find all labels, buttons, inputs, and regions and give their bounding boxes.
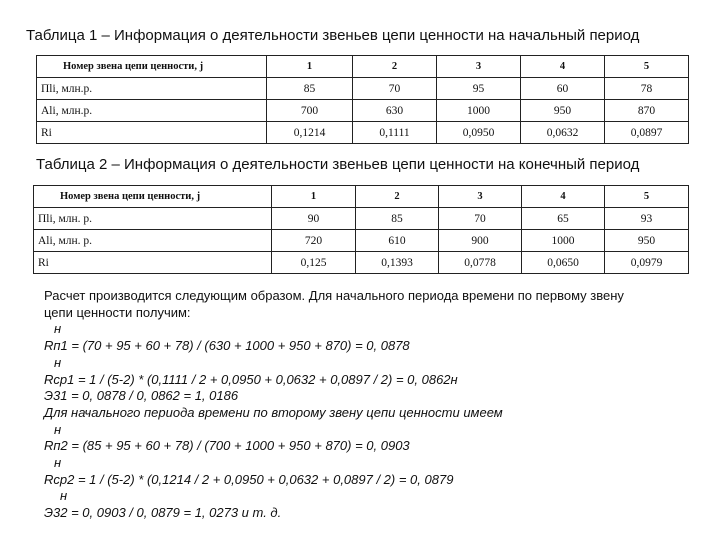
table1-cell: 78: [605, 78, 689, 100]
table2-row-label: Пli, млн. р.: [34, 208, 272, 230]
table2: [33, 185, 689, 274]
table1-cell: 0,1214: [267, 122, 353, 144]
formula-line: Rп2 = (85 + 95 + 60 + 78) / (700 + 1000 + 950 + 870) = 0, 0903: [44, 438, 410, 454]
table1-header-row: [37, 56, 689, 78]
table2-cell: 1000: [522, 230, 605, 252]
table1-cell: 85: [267, 78, 353, 100]
table1-cell: 0,0632: [521, 122, 605, 144]
text-line: цепи ценности получим:: [44, 304, 191, 320]
table2-cell: 610: [356, 230, 439, 252]
table1-row-label: Ri: [37, 122, 267, 144]
table2-header-cell: 2: [356, 186, 439, 208]
table2-cell: 65: [522, 208, 605, 230]
table2-caption: Таблица 2 – Информация о деятельности звеньев цепи ценности на конечный период: [36, 156, 640, 173]
table2-header-label: Номер звена цепи ценности, j: [34, 186, 272, 208]
formula-line: Э31 = 0, 0878 / 0, 0862 = 1, 0186: [44, 388, 239, 404]
table1-header-label: Номер звена цепи ценности, j: [37, 56, 267, 78]
table1-cell: 0,0897: [605, 122, 689, 144]
table2-header-cell: 4: [522, 186, 605, 208]
formula-line: Э32 = 0, 0903 / 0, 0879 = 1, 0273 и т. д.: [44, 505, 282, 521]
table1-cell: 1000: [437, 100, 521, 122]
table-row: [34, 252, 689, 274]
table2-cell: 950: [605, 230, 689, 252]
formula-line: Rср2 = 1 / (5-2) * (0,1214 / 2 + 0,0950 + 0,0632 + 0,0897 / 2) = 0, 0879: [44, 471, 454, 487]
text-line: Расчет производится следующим образом. Для начального периода времени по первому звену: [44, 288, 624, 303]
table1-cell: 0,1111: [353, 122, 437, 144]
table2-cell: 0,0650: [522, 252, 605, 274]
table2-cell: 0,1393: [356, 252, 439, 274]
table2-header-cell: 5: [605, 186, 689, 208]
table2-cell: 0,125: [272, 252, 356, 274]
table1-cell: 870: [605, 100, 689, 122]
table2-cell: 85: [356, 208, 439, 230]
table1-cell: 60: [521, 78, 605, 100]
formula-line: Rп1 = (70 + 95 + 60 + 78) / (630 + 1000 + 950 + 870) = 0, 0878: [44, 338, 410, 354]
subscript-marker: н: [54, 321, 62, 337]
table1-header-cell: 5: [605, 56, 689, 78]
text-line: Для начального периода времени по второму звену цепи ценности имеем: [44, 404, 503, 420]
table-row: [37, 78, 689, 100]
table1-cell: 630: [353, 100, 437, 122]
table1-row-label: Аli, млн.р.: [37, 100, 267, 122]
table-row: [34, 208, 689, 230]
table-row: [34, 230, 689, 252]
calculation-text: [44, 288, 694, 522]
table2-cell: 90: [272, 208, 356, 230]
table2-cell: 720: [272, 230, 356, 252]
table1-caption: Таблица 1 – Информация о деятельности звеньев цепи ценности на начальный период: [26, 27, 640, 44]
table2-row-label: Ri: [34, 252, 272, 274]
table2-header-cell: 1: [272, 186, 356, 208]
table2-header-cell: 3: [439, 186, 522, 208]
table2-header-row: [34, 186, 689, 208]
table1-cell: 950: [521, 100, 605, 122]
table2-row-label: Аli, млн. р.: [34, 230, 272, 252]
subscript-marker: н: [54, 455, 62, 471]
table-row: [37, 100, 689, 122]
table1-row-label: Пli, млн.р.: [37, 78, 267, 100]
table1-header-cell: 1: [267, 56, 353, 78]
subscript-marker: н: [54, 354, 62, 370]
table1: [36, 55, 689, 144]
table1-cell: 0,0950: [437, 122, 521, 144]
table2-cell: 0,0979: [605, 252, 689, 274]
table1-header-cell: 2: [353, 56, 437, 78]
table2-cell: 70: [439, 208, 522, 230]
table1-cell: 70: [353, 78, 437, 100]
table1-header-cell: 4: [521, 56, 605, 78]
formula-line: Rср1 = 1 / (5-2) * (0,1111 / 2 + 0,0950 + 0,0632 + 0,0897 / 2) = 0, 0862н: [44, 371, 458, 387]
table-row: [37, 122, 689, 144]
table1-cell: 700: [267, 100, 353, 122]
table2-cell: 0,0778: [439, 252, 522, 274]
table1-cell: 95: [437, 78, 521, 100]
table2-cell: 900: [439, 230, 522, 252]
table2-cell: 93: [605, 208, 689, 230]
subscript-marker: н: [60, 488, 68, 504]
subscript-marker: н: [54, 421, 62, 437]
table1-header-cell: 3: [437, 56, 521, 78]
